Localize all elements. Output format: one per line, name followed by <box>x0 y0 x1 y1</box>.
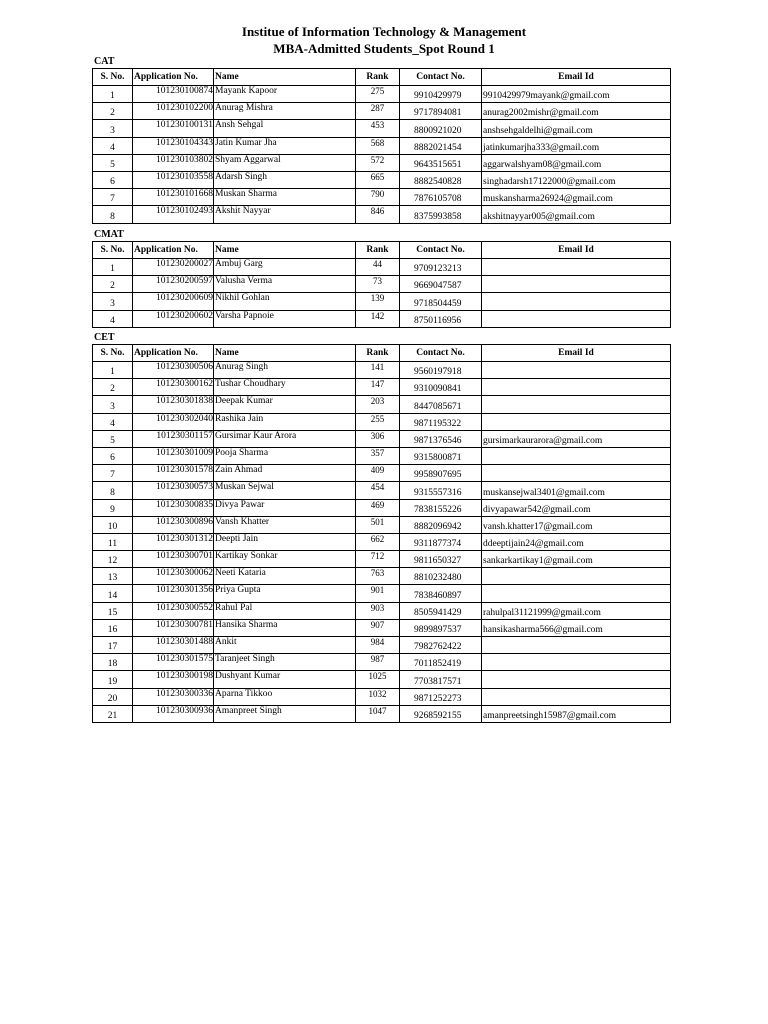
cell-email-id: gursimarkaurarora@gmail.com <box>482 430 671 447</box>
cell-contact-no: 7982762422 <box>400 637 482 654</box>
cell-rank: 662 <box>356 533 400 550</box>
cell-email-id: 9910429979mayank@gmail.com <box>482 86 671 103</box>
cell-sno: 21 <box>93 705 133 722</box>
cell-name: Taranjeet Singh <box>214 654 356 671</box>
cell-email-id <box>482 568 671 585</box>
cell-sno: 2 <box>93 276 133 293</box>
cell-rank: 255 <box>356 413 400 430</box>
table-row <box>93 568 671 585</box>
cell-name: Vansh Khatter <box>214 516 356 533</box>
cell-sno: 3 <box>93 293 133 310</box>
cell-contact-no: 8447085671 <box>400 396 482 413</box>
cell-contact-no: 9958907695 <box>400 465 482 482</box>
header-sno: S. No. <box>93 242 133 259</box>
cell-contact-no: 9311877374 <box>400 533 482 550</box>
cell-email-id: anurag2002mishr@gmail.com <box>482 103 671 120</box>
cell-name: Zain Ahmad <box>214 465 356 482</box>
cell-rank: 763 <box>356 568 400 585</box>
cell-contact-no: 7876105708 <box>400 189 482 206</box>
cell-application-no: 101230104343 <box>133 137 214 154</box>
cell-contact-no: 9268592155 <box>400 705 482 722</box>
cell-email-id: anshsehgaldelhi@gmail.com <box>482 120 671 137</box>
cell-sno: 16 <box>93 619 133 636</box>
cell-rank: 790 <box>356 189 400 206</box>
cell-application-no: 101230301488 <box>133 637 214 654</box>
cell-sno: 19 <box>93 671 133 688</box>
cell-sno: 15 <box>93 602 133 619</box>
table-row <box>93 533 671 550</box>
header-application-no: Application No. <box>133 345 214 362</box>
table-row <box>93 120 671 137</box>
cell-sno: 12 <box>93 551 133 568</box>
header-application-no: Application No. <box>133 69 214 86</box>
cell-email-id: akshitnayyar005@gmail.com <box>482 206 671 223</box>
cell-email-id <box>482 396 671 413</box>
cell-rank: 203 <box>356 396 400 413</box>
cell-rank: 572 <box>356 154 400 171</box>
table-row <box>93 293 671 310</box>
table-row <box>93 310 671 327</box>
cell-name: Priya Gupta <box>214 585 356 602</box>
cell-name: Shyam Aggarwal <box>214 154 356 171</box>
cell-application-no: 101230101668 <box>133 189 214 206</box>
cell-email-id: hansikasharma566@gmail.com <box>482 619 671 636</box>
cell-sno: 5 <box>93 430 133 447</box>
header-application-no: Application No. <box>133 242 214 259</box>
cell-rank: 1032 <box>356 688 400 705</box>
cell-name: Rashika Jain <box>214 413 356 430</box>
cell-email-id <box>482 671 671 688</box>
cell-name: Divya Pawar <box>214 499 356 516</box>
cell-contact-no: 7011852419 <box>400 654 482 671</box>
cell-name: Neeti Kataria <box>214 568 356 585</box>
cell-contact-no: 9315557316 <box>400 482 482 499</box>
cell-contact-no: 9910429979 <box>400 86 482 103</box>
table-row <box>93 171 671 188</box>
table-row <box>93 637 671 654</box>
table-row <box>93 276 671 293</box>
cell-contact-no: 9871195322 <box>400 413 482 430</box>
cell-name: Pooja Sharma <box>214 447 356 464</box>
table-row <box>93 602 671 619</box>
cell-sno: 3 <box>93 396 133 413</box>
cell-name: Hansika Sharma <box>214 619 356 636</box>
cell-contact-no: 7838155226 <box>400 499 482 516</box>
cell-sno: 17 <box>93 637 133 654</box>
section-label-cet: CET <box>94 332 115 343</box>
cell-rank: 287 <box>356 103 400 120</box>
cell-email-id: aggarwalshyam08@gmail.com <box>482 154 671 171</box>
cmat-table <box>92 241 671 328</box>
table-row <box>93 430 671 447</box>
cell-rank: 139 <box>356 293 400 310</box>
cell-contact-no: 8750116956 <box>400 310 482 327</box>
cell-rank: 901 <box>356 585 400 602</box>
cell-contact-no: 9871376546 <box>400 430 482 447</box>
cell-application-no: 101230300573 <box>133 482 214 499</box>
cell-name: Muskan Sejwal <box>214 482 356 499</box>
table-row <box>93 206 671 223</box>
cell-name: Adarsh Singh <box>214 171 356 188</box>
cell-rank: 454 <box>356 482 400 499</box>
cell-sno: 20 <box>93 688 133 705</box>
cell-contact-no: 9669047587 <box>400 276 482 293</box>
cell-application-no: 101230200609 <box>133 293 214 310</box>
document-subtitle: MBA-Admitted Students_Spot Round 1 <box>273 41 495 56</box>
header-email-id: Email Id <box>482 69 671 86</box>
cell-sno: 1 <box>93 259 133 276</box>
cell-application-no: 101230300835 <box>133 499 214 516</box>
cell-contact-no: 9560197918 <box>400 362 482 379</box>
cell-application-no: 101230102493 <box>133 206 214 223</box>
cell-contact-no: 8882021454 <box>400 137 482 154</box>
cell-email-id <box>482 654 671 671</box>
table-row <box>93 86 671 103</box>
cell-application-no: 101230300198 <box>133 671 214 688</box>
header-rank: Rank <box>356 242 400 259</box>
cell-sno: 8 <box>93 206 133 223</box>
cell-application-no: 101230301157 <box>133 430 214 447</box>
cell-application-no: 101230200027 <box>133 259 214 276</box>
cell-application-no: 101230103558 <box>133 171 214 188</box>
table-row <box>93 362 671 379</box>
cell-application-no: 101230301009 <box>133 447 214 464</box>
table-header-row <box>93 242 671 259</box>
cell-sno: 11 <box>93 533 133 550</box>
cell-rank: 409 <box>356 465 400 482</box>
cell-email-id: jatinkumarjha333@gmail.com <box>482 137 671 154</box>
header-email-id: Email Id <box>482 345 671 362</box>
cell-sno: 13 <box>93 568 133 585</box>
cell-application-no: 101230300336 <box>133 688 214 705</box>
header-sno: S. No. <box>93 345 133 362</box>
cell-application-no: 101230300781 <box>133 619 214 636</box>
cell-rank: 903 <box>356 602 400 619</box>
cell-name: Deepak Kumar <box>214 396 356 413</box>
cell-rank: 665 <box>356 171 400 188</box>
cell-email-id: rahulpal31121999@gmail.com <box>482 602 671 619</box>
cell-name: Akshit Nayyar <box>214 206 356 223</box>
cell-application-no: 101230301356 <box>133 585 214 602</box>
header-contact-no: Contact No. <box>400 242 482 259</box>
cell-email-id <box>482 293 671 310</box>
cell-email-id <box>482 465 671 482</box>
cell-rank: 907 <box>356 619 400 636</box>
cell-contact-no: 9643515651 <box>400 154 482 171</box>
cell-name: Deepti Jain <box>214 533 356 550</box>
header-rank: Rank <box>356 69 400 86</box>
table-row <box>93 654 671 671</box>
cell-email-id: amanpreetsingh15987@gmail.com <box>482 705 671 722</box>
cell-email-id <box>482 276 671 293</box>
header-contact-no: Contact No. <box>400 345 482 362</box>
cell-rank: 712 <box>356 551 400 568</box>
cell-sno: 4 <box>93 137 133 154</box>
cell-application-no: 101230300896 <box>133 516 214 533</box>
cell-email-id: ddeeptijain24@gmail.com <box>482 533 671 550</box>
cell-name: Valusha Verma <box>214 276 356 293</box>
cell-application-no: 101230300552 <box>133 602 214 619</box>
cell-email-id <box>482 259 671 276</box>
cell-sno: 6 <box>93 447 133 464</box>
cell-rank: 141 <box>356 362 400 379</box>
header-name: Name <box>214 69 356 86</box>
cell-application-no: 101230301578 <box>133 465 214 482</box>
table-row <box>93 551 671 568</box>
cell-contact-no: 8375993858 <box>400 206 482 223</box>
cell-email-id: vansh.khatter17@gmail.com <box>482 516 671 533</box>
cell-name: Rahul Pal <box>214 602 356 619</box>
cell-sno: 10 <box>93 516 133 533</box>
cell-contact-no: 9717894081 <box>400 103 482 120</box>
table-row <box>93 688 671 705</box>
table-row <box>93 103 671 120</box>
cell-application-no: 101230100131 <box>133 120 214 137</box>
cell-contact-no: 8505941429 <box>400 602 482 619</box>
cat-table <box>92 68 671 224</box>
cell-sno: 18 <box>93 654 133 671</box>
header-rank: Rank <box>356 345 400 362</box>
cell-application-no: 101230102200 <box>133 103 214 120</box>
cet-table <box>92 344 671 723</box>
table-row <box>93 413 671 430</box>
header-name: Name <box>214 242 356 259</box>
cell-application-no: 101230300936 <box>133 705 214 722</box>
cell-email-id: muskansejwal3401@gmail.com <box>482 482 671 499</box>
cell-name: Ansh Sehgal <box>214 120 356 137</box>
cell-contact-no: 9315800871 <box>400 447 482 464</box>
cell-rank: 846 <box>356 206 400 223</box>
cell-contact-no: 8882540828 <box>400 171 482 188</box>
cell-contact-no: 8800921020 <box>400 120 482 137</box>
cell-contact-no: 8810232480 <box>400 568 482 585</box>
cell-rank: 984 <box>356 637 400 654</box>
cell-rank: 568 <box>356 137 400 154</box>
table-row <box>93 482 671 499</box>
cell-sno: 2 <box>93 103 133 120</box>
cell-rank: 275 <box>356 86 400 103</box>
cell-email-id <box>482 688 671 705</box>
cell-name: Anurag Mishra <box>214 103 356 120</box>
cell-name: Aparna Tikkoo <box>214 688 356 705</box>
cell-application-no: 101230300506 <box>133 362 214 379</box>
cell-name: Amanpreet Singh <box>214 705 356 722</box>
cell-email-id <box>482 637 671 654</box>
cell-email-id <box>482 447 671 464</box>
cell-rank: 453 <box>356 120 400 137</box>
cell-application-no: 101230103802 <box>133 154 214 171</box>
cell-email-id: singhadarsh17122000@gmail.com <box>482 171 671 188</box>
cell-contact-no: 9871252273 <box>400 688 482 705</box>
cell-contact-no: 7703817571 <box>400 671 482 688</box>
table-row <box>93 619 671 636</box>
document-title: Institue of Information Technology & Management <box>241 24 527 39</box>
cell-sno: 14 <box>93 585 133 602</box>
cell-name: Varsha Papnoie <box>214 310 356 327</box>
cell-name: Dushyant Kumar <box>214 671 356 688</box>
cell-name: Anurag Singh <box>214 362 356 379</box>
cell-sno: 9 <box>93 499 133 516</box>
header-name: Name <box>214 345 356 362</box>
cell-contact-no: 9718504459 <box>400 293 482 310</box>
cell-sno: 2 <box>93 379 133 396</box>
cell-name: Ankit <box>214 637 356 654</box>
table-row <box>93 379 671 396</box>
cell-email-id <box>482 310 671 327</box>
cell-email-id: divyapawar542@gmail.com <box>482 499 671 516</box>
cell-rank: 987 <box>356 654 400 671</box>
cell-email-id <box>482 362 671 379</box>
cell-name: Mayank Kapoor <box>214 86 356 103</box>
cell-rank: 1025 <box>356 671 400 688</box>
table-header-row <box>93 345 671 362</box>
table-row <box>93 499 671 516</box>
section-label-cat: CAT <box>94 56 115 67</box>
header-contact-no: Contact No. <box>400 69 482 86</box>
cell-rank: 501 <box>356 516 400 533</box>
cell-sno: 7 <box>93 189 133 206</box>
cell-sno: 6 <box>93 171 133 188</box>
cell-name: Kartikay Sonkar <box>214 551 356 568</box>
cell-application-no: 101230301575 <box>133 654 214 671</box>
cell-application-no: 101230301312 <box>133 533 214 550</box>
cell-contact-no: 8882096942 <box>400 516 482 533</box>
table-row <box>93 671 671 688</box>
cell-name: Ambuj Garg <box>214 259 356 276</box>
header-email-id: Email Id <box>482 242 671 259</box>
cell-rank: 469 <box>356 499 400 516</box>
cell-name: Tushar Choudhary <box>214 379 356 396</box>
cell-application-no: 101230100874 <box>133 86 214 103</box>
table-row <box>93 137 671 154</box>
cell-sno: 3 <box>93 120 133 137</box>
cell-application-no: 101230300701 <box>133 551 214 568</box>
cell-email-id: muskansharma26924@gmail.com <box>482 189 671 206</box>
table-row <box>93 705 671 722</box>
cell-email-id <box>482 379 671 396</box>
cell-name: Nikhil Gohlan <box>214 293 356 310</box>
cell-rank: 73 <box>356 276 400 293</box>
table-row <box>93 447 671 464</box>
table-row <box>93 396 671 413</box>
cell-application-no: 101230200602 <box>133 310 214 327</box>
cell-rank: 357 <box>356 447 400 464</box>
cell-email-id <box>482 413 671 430</box>
cell-sno: 4 <box>93 413 133 430</box>
cell-rank: 147 <box>356 379 400 396</box>
cell-sno: 7 <box>93 465 133 482</box>
cell-name: Muskan Sharma <box>214 189 356 206</box>
cell-rank: 44 <box>356 259 400 276</box>
table-row <box>93 516 671 533</box>
cell-application-no: 101230302040 <box>133 413 214 430</box>
table-row <box>93 259 671 276</box>
cell-contact-no: 9709123213 <box>400 259 482 276</box>
table-row <box>93 465 671 482</box>
cell-contact-no: 9310090841 <box>400 379 482 396</box>
cell-sno: 1 <box>93 86 133 103</box>
cell-contact-no: 7838460897 <box>400 585 482 602</box>
table-row <box>93 154 671 171</box>
cell-application-no: 101230200597 <box>133 276 214 293</box>
cell-contact-no: 9899897537 <box>400 619 482 636</box>
cell-name: Jatin Kumar Jha <box>214 137 356 154</box>
cell-sno: 4 <box>93 310 133 327</box>
cell-sno: 5 <box>93 154 133 171</box>
cell-contact-no: 9811650327 <box>400 551 482 568</box>
table-header-row <box>93 69 671 86</box>
cell-application-no: 101230301838 <box>133 396 214 413</box>
cell-name: Gursimar Kaur Arora <box>214 430 356 447</box>
cell-rank: 142 <box>356 310 400 327</box>
cell-sno: 8 <box>93 482 133 499</box>
cell-email-id: sankarkartikay1@gmail.com <box>482 551 671 568</box>
section-label-cmat: CMAT <box>94 229 124 240</box>
cell-email-id <box>482 585 671 602</box>
cell-application-no: 101230300162 <box>133 379 214 396</box>
cell-rank: 306 <box>356 430 400 447</box>
cell-application-no: 101230300062 <box>133 568 214 585</box>
cell-rank: 1047 <box>356 705 400 722</box>
cell-sno: 1 <box>93 362 133 379</box>
header-sno: S. No. <box>93 69 133 86</box>
table-row <box>93 585 671 602</box>
table-row <box>93 189 671 206</box>
